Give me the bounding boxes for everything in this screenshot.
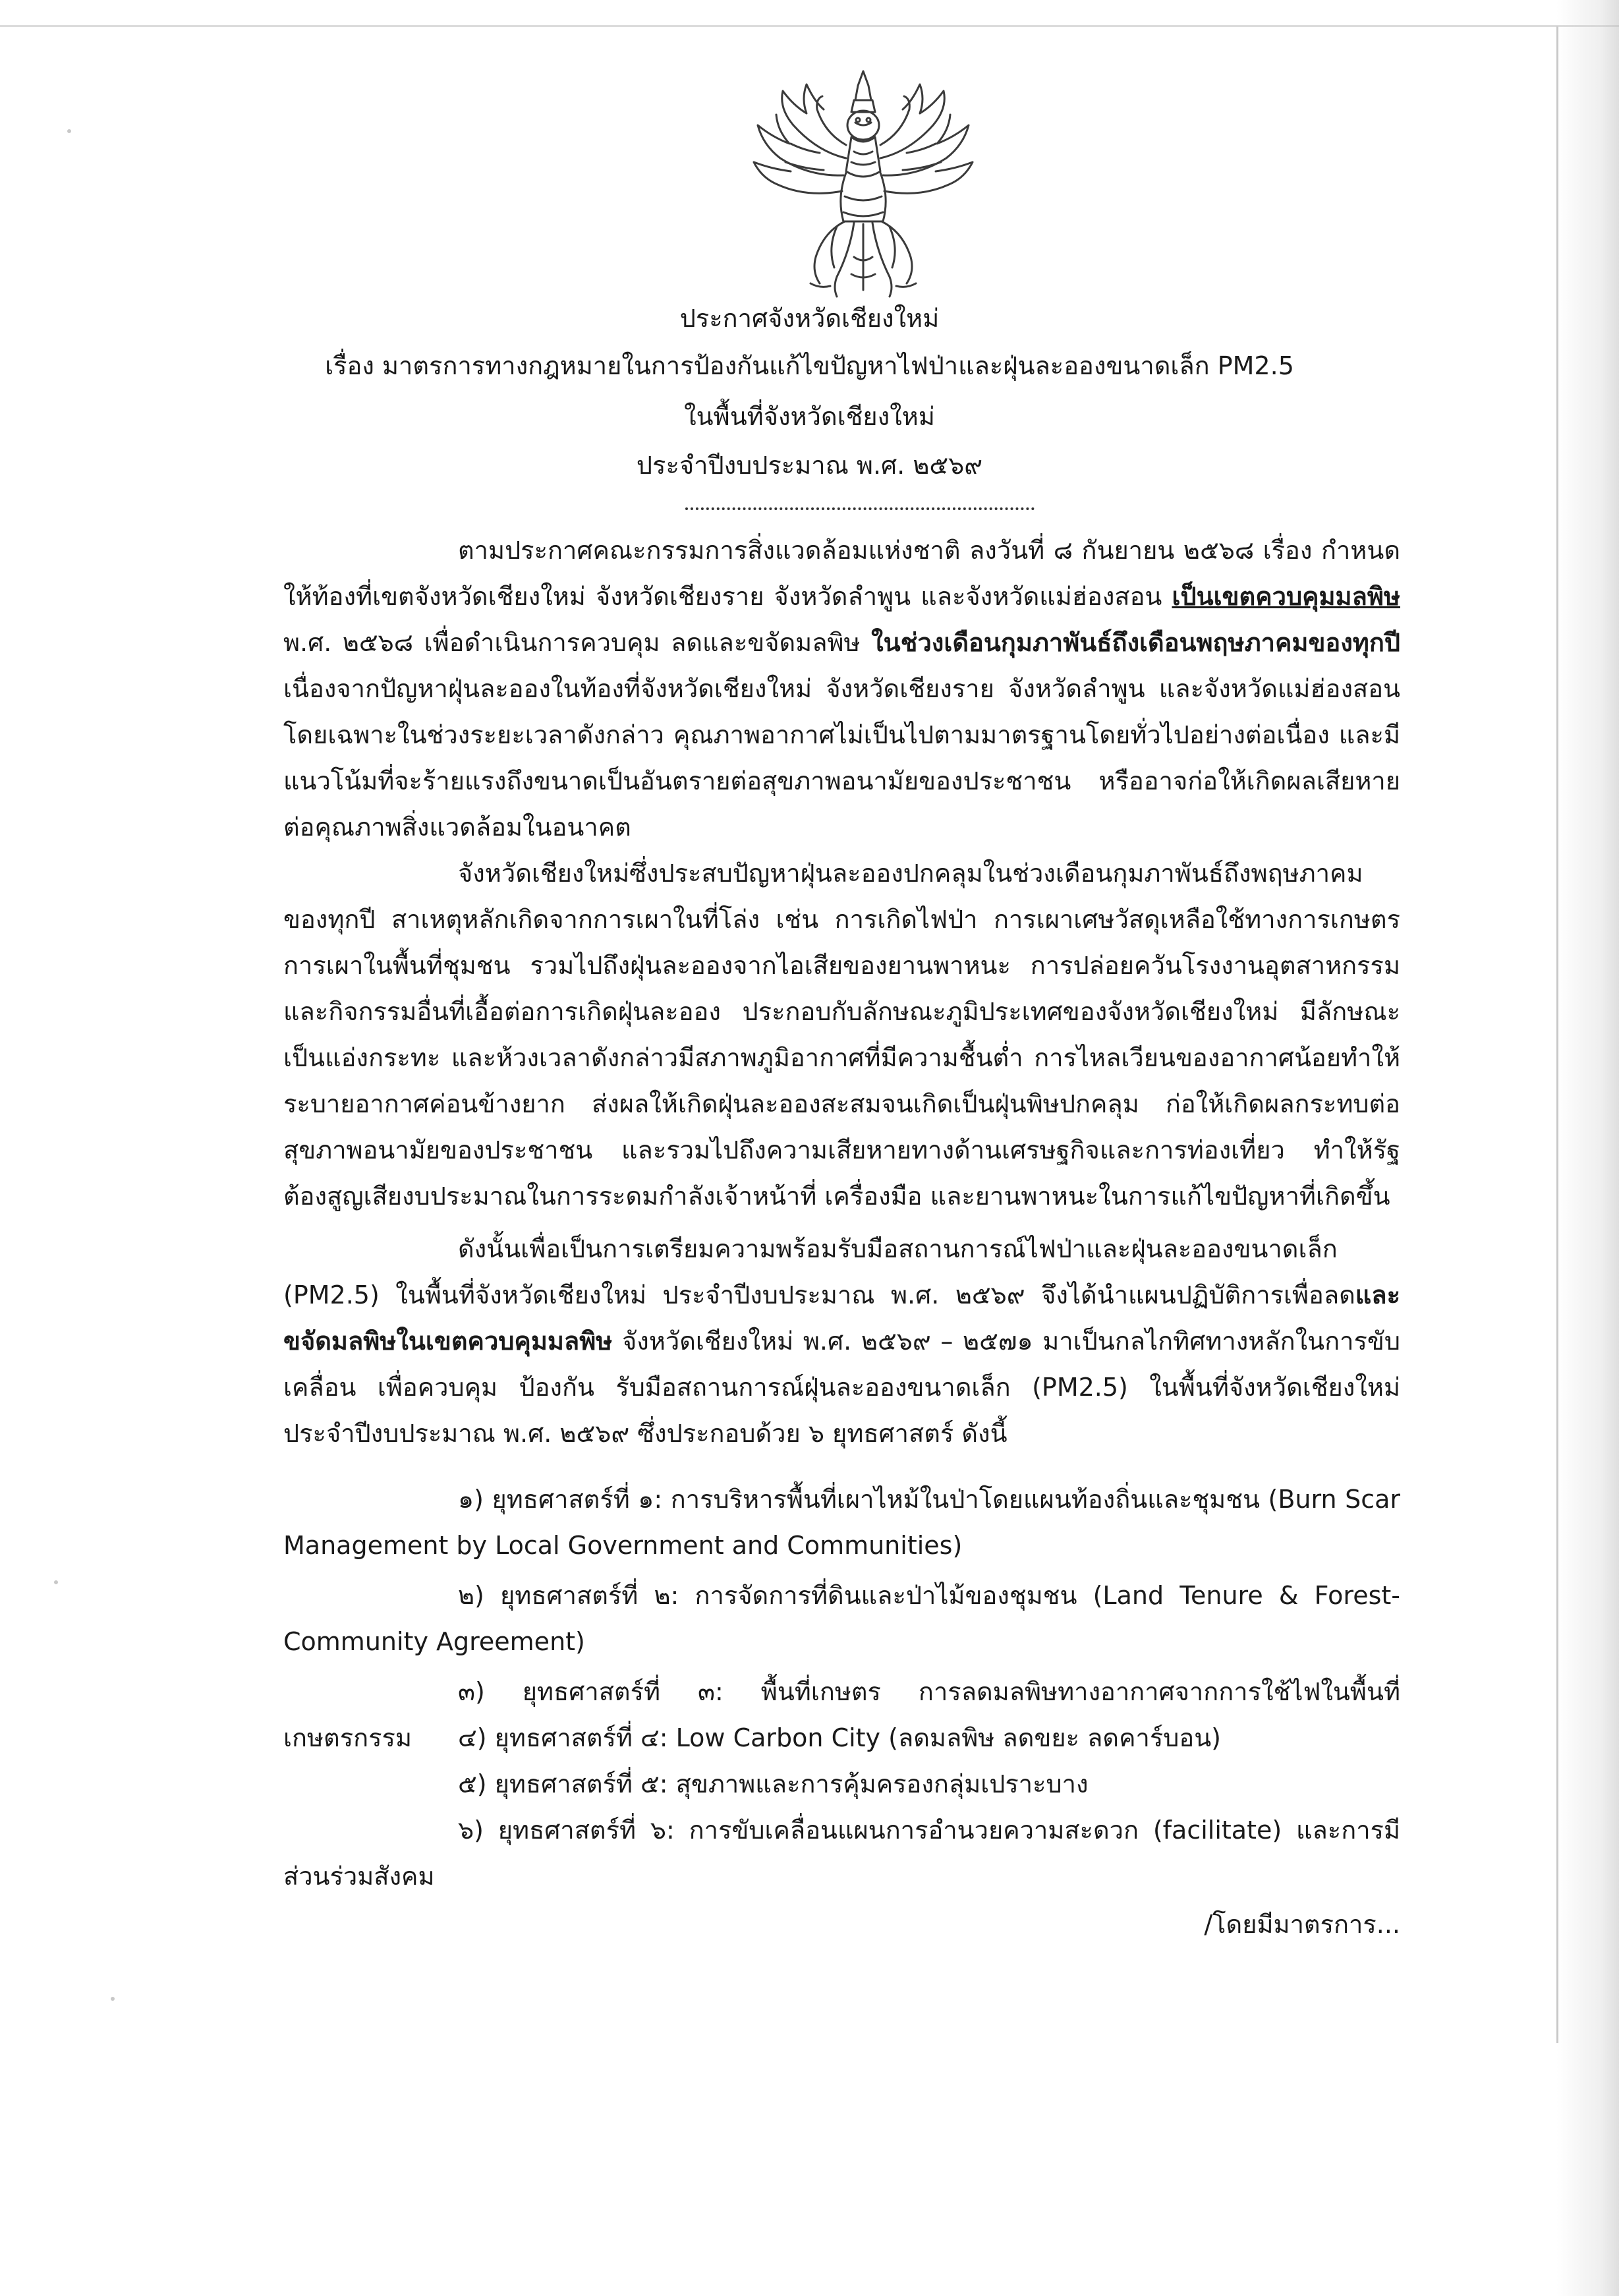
paragraph-3-text-c: จังหวัดเชียงใหม่ พ.ศ. ๒๕๖๙ – ๒๕๗๑ มาเป็นกลไกทิศทางหลักในการขับเคลื่อน เพื่อควบคุม ป้องกัน รับมือสถานการณ์ฝุ่นละอองขนาดเล็ก (PM2.5) ในพื้นที่จังหวัดเชียงใหม่ ประจำปีงบประมาณ พ.ศ. ๒๕๖๙ ซึ่งประกอบด้วย ๖ ยุทธศาสตร์ ดังนี้ [283,1327,1400,1448]
paragraph-1-text-a: ตามประกาศคณะกรรมการสิ่งแวดล้อมแห่งชาติ ลงวันที่ ๘ กันยายน ๒๕๖๘ เรื่อง กำหนดให้ท้องที่เขตจังหวัดเชียงใหม่ จังหวัดเชียงราย จังหวัดลำพูน และจังหวัดแม่ฮ่องสอน [283,536,1400,611]
scan-top-edge [0,25,1619,27]
continuation-note: /โดยมีมาตรการ... [1204,1910,1400,1939]
paragraph-3 [283,1226,1400,1456]
scan-edge-shadow [1556,0,1619,2296]
strategy-item-6: ๖) ยุทธศาสตร์ที่ ๖: การขับเคลื่อนแผนการอำนวยความสะดวก (facilitate) และการมีส่วนร่วมสังคม [283,1816,1400,1891]
paragraph-3-text-a: ดังนั้นเพื่อเป็นการเตรียมความพร้อมรับมือสถานการณ์ไฟป่าและฝุ่นละอองขนาดเล็ก (PM2.5) ในพื้นที่จังหวัดเชียงใหม่ ประจำปีงบประมาณ พ.ศ. ๒๕๖๙ จึงได้นำแผนปฏิบัติการเพื่อลด [283,1234,1355,1309]
announcement-subject: เรื่อง มาตรการทางกฎหมายในการป้องกันแก้ไขปัญหาไฟป่าและฝุ่นละอองขนาดเล็ก PM2.5 [325,351,1294,380]
strategy-item-2: ๒) ยุทธศาสตร์ที่ ๒: การจัดการที่ดินและป่าไม้ของชุมชน (Land Tenure & Forest-Community Agreement) [283,1581,1400,1656]
garuda-emblem-icon [738,59,988,310]
paragraph-1 [283,527,1400,850]
announcement-area: ในพื้นที่จังหวัดเชียงใหม่ [684,402,935,431]
strategy-item-4: ๔) ยุทธศาสตร์ที่ ๔: Low Carbon City (ลดมลพิษ ลดขยะ ลดคาร์บอน) [458,1723,1221,1752]
announcement-issuer: ประกาศจังหวัดเชียงใหม่ [679,304,940,333]
scan-speck [54,1580,58,1584]
paragraph-1-emphasis-period: ในช่วงเดือนกุมภาพันธ์ถึงเดือนพฤษภาคมของทุกปี [871,628,1400,657]
paragraph-2: จังหวัดเชียงใหม่ซึ่งประสบปัญหาฝุ่นละอองปกคลุมในช่วงเดือนกุมภาพันธ์ถึงพฤษภาคมของทุกปี สาเหตุหลักเกิดจากการเผาในที่โล่ง เช่น การเกิดไฟป่า การเผาเศษวัสดุเหลือใช้ทางการเกษตร การเผาในพื้นที่ชุมชน รวมไปถึงฝุ่นละอองจากไอเสียของยานพาหนะ การปล่อยควันโรงงานอุตสาหกรรม และกิจกรรมอื่นที่เอื้อต่อการเกิดฝุ่นละออง ประกอบกับลักษณะภูมิประเทศของจังหวัดเชียงใหม่ มีลักษณะเป็นแอ่งกระทะ และห้วงเวลาดังกล่าวมีสภาพภูมิอากาศที่มีความชื้นต่ำ การไหลเวียนของอากาศน้อยทำให้ระบายอากาศค่อนข้างยาก ส่งผลให้เกิดฝุ่นละอองสะสมจนเกิดเป็นฝุ่นพิษปกคลุม ก่อให้เกิดผลกระทบต่อสุขภาพอนามัยของประชาชน และรวมไปถึงความเสียหายทางด้านเศรษฐกิจและการท่องเที่ยว ทำให้รัฐต้องสูญเสียงบประมาณในการระดมกำลังเจ้าหน้าที่ เครื่องมือ และยานพาหนะในการแก้ไขปัญหาที่เกิดขึ้น [283,859,1400,1211]
paragraph-1-text-e: เนื่องจากปัญหาฝุ่นละอองในท้องที่จังหวัดเชียงใหม่ จังหวัดเชียงราย จังหวัดลำพูน และจังหวัดแม่ฮ่องสอน โดยเฉพาะในช่วงระยะเวลาดังกล่าว คุณภาพอากาศไม่เป็นไปตามมาตรฐานโดยทั่วไปอย่างต่อเนื่อง และมีแนวโน้มที่จะร้ายแรงถึงขนาดเป็นอันตรายต่อสุขภาพอนามัยของประชาชน หรืออาจก่อให้เกิดผลเสียหายต่อคุณภาพสิ่งแวดล้อมในอนาคต [283,674,1400,842]
announcement-fiscal-year: ประจำปีงบประมาณ พ.ศ. ๒๕๖๙ [636,451,983,480]
paragraph-1-text-c: พ.ศ. ๒๕๖๘ เพื่อดำเนินการควบคุม ลดและขจัดมลพิษ [283,628,872,657]
paragraph-3-emphasis-plan: และขจัดมลพิษในเขตควบคุมมลพิษ [283,1280,1400,1356]
strategy-item-3: ๓) ยุทธศาสตร์ที่ ๓: พื้นที่เกษตร การลดมลพิษทางอากาศจากการใช้ไฟในพื้นที่เกษตรกรรม [283,1677,1400,1752]
scan-speck [111,1997,115,2001]
dotted-separator [685,507,1035,510]
strategy-item-1: ๑) ยุทธศาสตร์ที่ ๑: การบริหารพื้นที่เผาไหม้ในป่าโดยแผนท้องถิ่นและชุมชน (Burn Scar Management by Local Government and Communities) [283,1485,1400,1560]
strategy-item-5: ๕) ยุทธศาสตร์ที่ ๕: สุขภาพและการคุ้มครองกลุ่มเปราะบาง [458,1769,1089,1798]
scan-speck [67,129,71,133]
paragraph-1-emphasis-pollution-zone: เป็นเขตควบคุมมลพิษ [1172,582,1400,611]
